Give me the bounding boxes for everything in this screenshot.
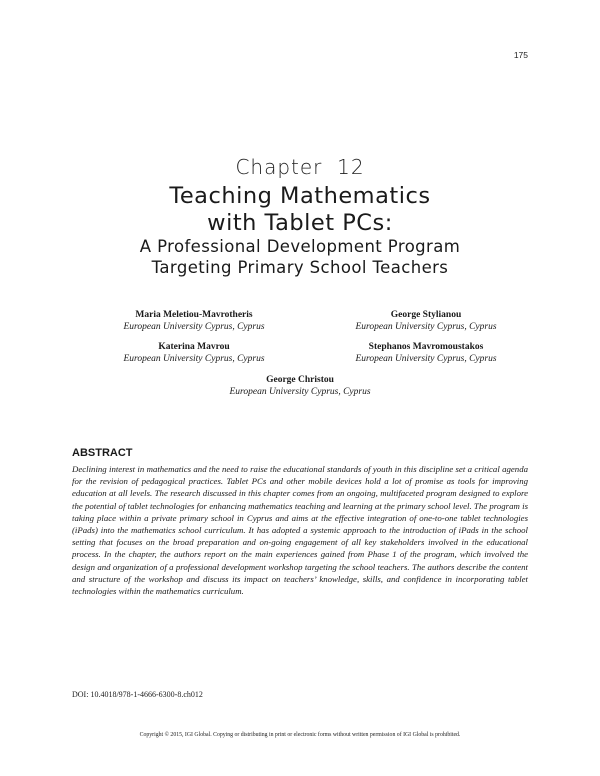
author-name: Stephanos Mavromoustakos bbox=[368, 342, 484, 352]
chapter-subtitle bbox=[0, 236, 600, 278]
copyright-notice: Copyright © 2015, IGI Global. Copying or distributing in print or electronic forms without written permission of IGI Global is prohibited. bbox=[139, 732, 461, 738]
author-block bbox=[311, 341, 541, 365]
chapter-label: Chapter 12 bbox=[235, 155, 365, 179]
author-affiliation: European University Cyprus, Cyprus bbox=[123, 322, 265, 332]
author-affiliation: European University Cyprus, Cyprus bbox=[355, 322, 497, 332]
doi: DOI: 10.4018/978-1-4666-6300-8.ch012 bbox=[72, 690, 203, 699]
author-block bbox=[185, 374, 415, 398]
author-block bbox=[311, 309, 541, 333]
author-name: George Christou bbox=[266, 375, 334, 385]
chapter-title bbox=[0, 183, 600, 237]
chapter-subtitle-line1: A Professional Development Program bbox=[139, 237, 461, 256]
author-block bbox=[79, 309, 309, 333]
abstract-heading: ABSTRACT bbox=[72, 447, 133, 459]
abstract-body: Declining interest in mathematics and the need to raise the educational standards of youth in this discipline set a critical agenda for the revision of pedagogical practices. Tablet PCs and other mobile devices hold a lot of promise as tools for improving education at all levels. The research discussed in this chapter comes from an ongoing, multifaceted program designed to explore the potential of tablet technologies for enhancing mathematics teaching and learning at the primary school level. The program is taking place within a private primary school in Cyprus and aims at the effective integration of one-to-one tablet technologies (iPads) into the mathematics school curriculum. It has adopted a systemic approach to the introduction of iPads in the school setting that focuses on the broad preparation and on-going engagement of all key stakeholders involved in the educational process. In the chapter, the authors report on the main experiences gained from Phase 1 of the program, which involved the design and organization of a professional development workshop targeting the school teachers. The authors describe the content and structure of the workshop and discuss its impact on teachers’ knowledge, skills, and confidence in incorporating tablet technologies within the mathematics curriculum. bbox=[72, 464, 528, 597]
author-block bbox=[79, 341, 309, 365]
author-name: Katerina Mavrou bbox=[158, 342, 230, 352]
chapter-title-line2: with Tablet PCs: bbox=[207, 210, 393, 236]
page-number: 175 bbox=[513, 50, 528, 60]
chapter-subtitle-line2: Targeting Primary School Teachers bbox=[151, 258, 449, 277]
author-affiliation: European University Cyprus, Cyprus bbox=[229, 387, 371, 397]
author-affiliation: European University Cyprus, Cyprus bbox=[123, 354, 265, 364]
author-name: Maria Meletiou-Mavrotheris bbox=[135, 310, 253, 320]
author-name: George Stylianou bbox=[390, 310, 462, 320]
chapter-title-line1: Teaching Mathematics bbox=[169, 183, 431, 209]
author-affiliation: European University Cyprus, Cyprus bbox=[355, 354, 497, 364]
